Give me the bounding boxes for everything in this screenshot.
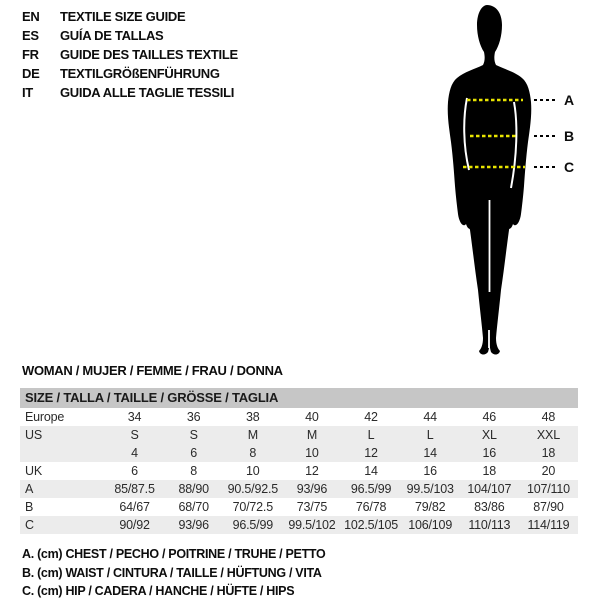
- size-value-cell: 102.5/105: [344, 518, 398, 532]
- size-value-cell: 87/90: [533, 500, 564, 514]
- language-code: DE: [22, 66, 40, 81]
- row-label: Europe: [25, 410, 65, 424]
- size-value-cell: 68/70: [178, 500, 209, 514]
- table-title: WOMAN / MUJER / FEMME / FRAU / DONNA: [22, 363, 283, 378]
- size-value-cell: 12: [364, 446, 378, 460]
- language-row: [22, 64, 238, 83]
- size-value-cell: 20: [541, 464, 556, 478]
- size-value-cell: 36: [186, 410, 201, 424]
- size-table: [20, 388, 578, 534]
- language-list: [22, 7, 238, 102]
- table-row: [20, 480, 578, 498]
- table-row: [20, 498, 578, 516]
- size-value-cell: XXL: [536, 428, 560, 442]
- note-line: C. (cm) HIP / CADERA / HANCHE / HÜFTE / HIPS: [22, 584, 295, 598]
- language-row: [22, 83, 238, 102]
- language-code: IT: [22, 85, 33, 100]
- size-value-cell: 99.5/102: [288, 518, 336, 532]
- marker-label-chest: A: [564, 92, 575, 108]
- language-label: TEXTILE SIZE GUIDE: [60, 9, 186, 24]
- size-value-cell: 90.5/92.5: [227, 482, 278, 496]
- language-code: FR: [22, 47, 39, 62]
- size-value-cell: L: [367, 428, 375, 442]
- row-label: B: [25, 500, 34, 514]
- size-value-cell: 18: [541, 446, 556, 460]
- size-value-cell: 99.5/103: [406, 482, 454, 496]
- size-value-cell: M: [247, 428, 258, 442]
- language-code: EN: [22, 9, 40, 24]
- note-line: A. (cm) CHEST / PECHO / POITRINE / TRUHE / PETTO: [22, 547, 326, 561]
- size-value-cell: XL: [481, 428, 497, 442]
- size-value-cell: 38: [246, 410, 260, 424]
- size-value-cell: 44: [423, 410, 437, 424]
- language-label: GUIDA ALLE TAGLIE TESSILI: [60, 85, 235, 100]
- size-value-cell: S: [130, 428, 139, 442]
- size-value-cell: 6: [131, 464, 138, 478]
- size-value-cell: 90/92: [119, 518, 150, 532]
- language-row: [22, 26, 238, 45]
- size-value-cell: 46: [482, 410, 497, 424]
- row-label: C: [25, 518, 34, 532]
- size-value-cell: 79/82: [415, 500, 446, 514]
- table-row: [20, 444, 578, 462]
- size-value-cell: 73/75: [296, 500, 328, 514]
- size-value-cell: 88/90: [178, 482, 209, 496]
- size-value-cell: 106/109: [408, 518, 453, 532]
- table-row: [20, 516, 578, 534]
- row-label: A: [25, 482, 34, 496]
- size-value-cell: 93/96: [296, 482, 328, 496]
- row-label: US: [25, 428, 42, 442]
- size-value-cell: 18: [482, 464, 497, 478]
- size-value-cell: 48: [541, 410, 556, 424]
- size-value-cell: 10: [305, 446, 319, 460]
- size-value-cell: 34: [127, 410, 142, 424]
- row-label: UK: [25, 464, 42, 478]
- table-header: SIZE / TALLA / TAILLE / GRÖSSE / TAGLIA: [20, 388, 578, 408]
- size-value-cell: 96.5/99: [350, 482, 392, 496]
- size-value-cell: 85/87.5: [114, 482, 155, 496]
- table-row: [20, 408, 578, 426]
- table-row: [20, 462, 578, 480]
- size-value-cell: 93/96: [178, 518, 209, 532]
- size-value-cell: 42: [364, 410, 378, 424]
- size-value-cell: 107/110: [527, 482, 570, 496]
- size-value-cell: M: [306, 428, 318, 442]
- table-row: [20, 426, 578, 444]
- language-label: GUÍA DE TALLAS: [60, 28, 164, 43]
- size-value-cell: 14: [364, 464, 378, 478]
- language-label: TEXTILGRÖßENFÜHRUNG: [60, 66, 220, 81]
- size-value-cell: 16: [423, 464, 437, 478]
- size-value-cell: 76/78: [355, 500, 387, 514]
- size-value-cell: 4: [131, 446, 138, 460]
- size-value-cell: 14: [423, 446, 437, 460]
- marker-label-waist: B: [564, 128, 575, 144]
- size-value-cell: S: [189, 428, 198, 442]
- size-table-rows: [20, 408, 578, 534]
- size-value-cell: 10: [246, 464, 260, 478]
- row-label: [20, 444, 105, 462]
- size-value-cell: 8: [190, 464, 198, 478]
- woman-silhouette-icon: [430, 0, 600, 366]
- marker-label-hip: C: [564, 159, 575, 175]
- language-row: [22, 45, 238, 64]
- language-row: [22, 7, 238, 26]
- size-value-cell: 16: [482, 446, 497, 460]
- measurement-notes: [22, 545, 325, 600]
- size-value-cell: L: [426, 428, 434, 442]
- size-value-cell: 6: [190, 446, 198, 460]
- language-code: ES: [22, 28, 39, 43]
- size-value-cell: 40: [305, 410, 319, 424]
- size-value-cell: 64/67: [119, 500, 150, 514]
- size-value-cell: 70/72.5: [232, 500, 273, 514]
- size-value-cell: 83/86: [474, 500, 505, 514]
- language-label: GUIDE DES TAILLES TEXTILE: [60, 47, 238, 62]
- woman-silhouette-figure: [430, 0, 600, 366]
- silhouette-body: [448, 5, 532, 355]
- size-value-cell: 12: [305, 464, 319, 478]
- note-line: B. (cm) WAIST / CINTURA / TAILLE / HÜFTUNG / VITA: [22, 565, 322, 580]
- size-value-cell: 114/119: [527, 518, 570, 532]
- size-value-cell: 110/113: [468, 518, 511, 532]
- size-value-cell: 104/107: [467, 482, 512, 496]
- size-value-cell: 96.5/99: [232, 518, 273, 532]
- size-value-cell: 8: [249, 446, 257, 460]
